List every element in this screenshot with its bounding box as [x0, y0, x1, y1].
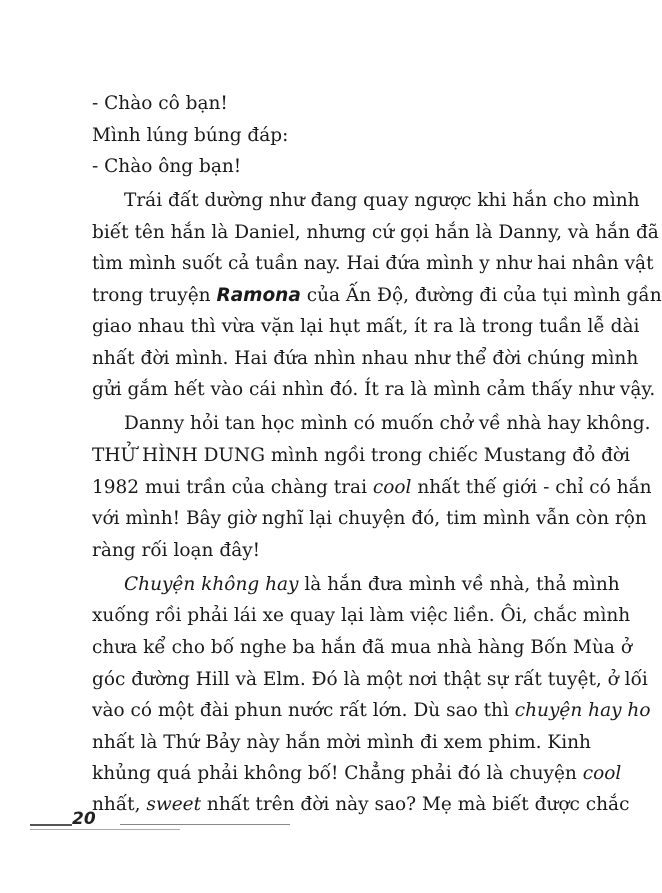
- text-line: [92, 92, 548, 116]
- text-run: - Chào ông bạn!: [92, 156, 242, 177]
- text-run: - Chào cô bạn!: [92, 93, 228, 114]
- text-run: với mình! Bây giờ nghĩ lại chuyện đó, tim mình vẫn còn rộn: [92, 508, 647, 529]
- text-line: [92, 284, 662, 308]
- text-line: [92, 476, 652, 500]
- text-line: [92, 539, 548, 563]
- text-line: [124, 412, 651, 436]
- text-line: [92, 604, 631, 628]
- text-run: biết tên hắn là Daniel, nhưng cứ gọi hắn là Danny, và hắn đã: [92, 222, 659, 243]
- text-line: [92, 315, 640, 339]
- text-line: [92, 252, 654, 276]
- footer-rule: [30, 829, 180, 830]
- text-line: [92, 699, 651, 723]
- text-run: vào có một đài phun nước rất lớn. Dù sao thì: [92, 700, 515, 721]
- page-footer: [30, 808, 300, 832]
- text-line: [92, 668, 648, 692]
- text-line: [92, 155, 548, 179]
- text-run: xuống rồi phải lái xe quay lại làm việc liền. Ôi, chắc mình: [92, 605, 631, 626]
- text-run: là hắn đưa mình về nhà, thả mình: [298, 574, 620, 595]
- text-line: [92, 124, 548, 148]
- emphasis: cool: [582, 763, 622, 784]
- book-title: Ramona: [216, 285, 301, 306]
- text-line: [92, 221, 659, 245]
- text-run: gửi gắm hết vào cái nhìn đó. Ít ra là mình cảm thấy như vậy.: [92, 379, 656, 400]
- emphasis: sweet: [146, 794, 202, 815]
- text-line: [92, 507, 647, 531]
- text-run: khủng quá phải không bố! Chẳng phải đó là chuyện: [92, 763, 583, 784]
- text-line: [92, 762, 622, 786]
- emphasis: Chuyện không hay: [124, 574, 299, 595]
- text-run: Mình lúng búng đáp:: [92, 125, 289, 146]
- text-line: [92, 444, 630, 468]
- text-run: ràng rối loạn đây!: [92, 540, 261, 561]
- text-run: của Ấn Độ, đường đi của tụi mình gần: [300, 285, 662, 306]
- text-run: nhất đời mình. Hai đứa nhìn nhau như thể đời chúng mình: [92, 348, 639, 369]
- text-line: [92, 378, 656, 402]
- text-line: [124, 573, 620, 597]
- text-line: [92, 347, 639, 371]
- footer-rule: [30, 824, 72, 826]
- text-run: nhất là Thứ Bảy này hắn mời mình đi xem phim. Kinh: [92, 732, 591, 753]
- page-number: 20: [72, 809, 96, 829]
- emphasis: cool: [372, 477, 412, 498]
- text-line: [92, 636, 632, 660]
- text-run: nhất thế giới - chỉ có hắn: [411, 477, 652, 498]
- text-run: trong truyện: [92, 285, 217, 306]
- text-run: nhất trên đời này sao? Mẹ mà biết được chắc: [201, 794, 630, 815]
- text-run: giao nhau thì vừa vặn lại hụt mất, ít ra là trong tuần lễ dài: [92, 316, 640, 337]
- text-run: 1982 mui trần của chàng trai: [92, 477, 373, 498]
- text-run: Trái đất dường như đang quay ngược khi hắn cho mình: [124, 190, 640, 211]
- text-run: THỬ HÌNH DUNG mình ngồi trong chiếc Mustang đỏ đời: [92, 445, 630, 466]
- text-run: nhất,: [92, 794, 147, 815]
- text-run: Danny hỏi tan học mình có muốn chở về nhà hay không.: [124, 413, 651, 434]
- text-line: [124, 189, 640, 213]
- text-run: góc đường Hill và Elm. Đó là một nơi thật sự rất tuyệt, ở lối: [92, 669, 648, 690]
- emphasis: chuyện hay ho: [514, 700, 651, 721]
- footer-rule: [120, 824, 290, 825]
- text-run: tìm mình suốt cả tuần nay. Hai đứa mình y như hai nhân vật: [92, 253, 654, 274]
- text-run: chưa kể cho bố nghe ba hắn đã mua nhà hàng Bốn Mùa ở: [92, 637, 632, 658]
- text-line: [92, 731, 591, 755]
